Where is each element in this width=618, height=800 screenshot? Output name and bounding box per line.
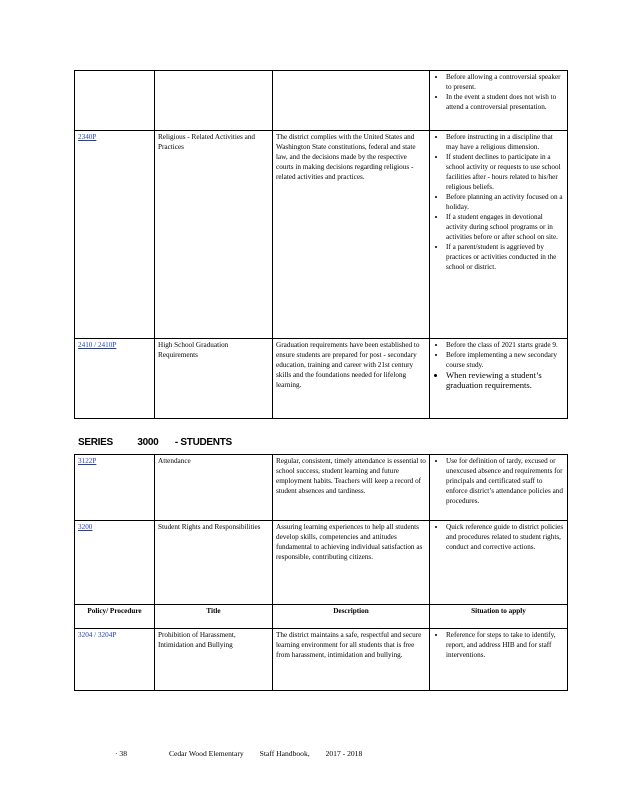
policy-code-link[interactable]: 2410 / 2410P	[78, 341, 117, 349]
list-item: • If student declines to participate in a school activity or requests to use school facilities after - hours related to his/her religious beliefs.	[446, 152, 564, 192]
list-item: • Quick reference guide to district policies and procedures related to student rights, conduct and corrective actions.	[446, 522, 564, 552]
list-item: • In the event a student does not wish to attend a controversial presentation.	[446, 92, 564, 112]
page-number: · 38	[115, 749, 128, 758]
policy-code-link[interactable]: 3122P	[78, 457, 97, 465]
list-item: • Before implementing a new secondary course study.	[446, 350, 564, 370]
policy-description: Regular, consistent, timely attendance is essential to school success, student learning and future employment habits. Teachers will keep a record of student absences and tardiness.	[273, 455, 430, 521]
footer-years: 2017 - 2018	[325, 749, 363, 758]
policy-title: Attendance	[155, 455, 273, 521]
policy-table-series-3000	[74, 454, 568, 691]
situation-cell	[430, 455, 568, 521]
policy-title	[155, 71, 273, 131]
list-item: • If a student engages in devotional activity during school programs or in activities before or after school on site.	[446, 212, 564, 242]
policy-code-cell	[75, 131, 155, 339]
policy-title: High School Graduation Requirements	[155, 339, 273, 419]
list-item: • Use for definition of tardy, excused or unexcused absence and requirements for principals and certificated staff to enforce district’s attendance policies and procedures.	[446, 456, 564, 506]
list-item: • Before the class of 2021 starts grade 9.	[446, 340, 564, 350]
header-policy: Policy/ Procedure	[75, 605, 155, 629]
footer-school: Cedar Wood Elementary	[168, 749, 244, 758]
policy-description: Graduation requirements have been established to ensure students are prepared for post - secondary education, training and career with 21st century skills and the foundations needed for lifelong learning.	[273, 339, 430, 419]
table-row	[75, 521, 568, 605]
policy-description	[273, 71, 430, 131]
policy-code-link[interactable]: 2340P	[78, 133, 97, 141]
series-number: 3000	[137, 437, 159, 448]
policy-description: The district complies with the United States and Washington State constitutions, federal and state law, and the decisions made by the respective courts in making decisions regarding religious - related activities and practices.	[273, 131, 430, 339]
list-item: • Before planning an activity focused on a holiday.	[446, 192, 564, 212]
footer-handbook: Staff Handbook,	[259, 749, 310, 758]
situation-cell	[430, 339, 568, 419]
table-row	[75, 629, 568, 691]
situation-cell	[430, 131, 568, 339]
policy-description: Assuring learning experiences to help all students develop skills, competencies and attitudes fundamental to achieving individual satisfaction as responsible, contributing citizens.	[273, 521, 430, 605]
table-header-row	[75, 605, 568, 629]
header-description: Description	[273, 605, 430, 629]
page-footer	[115, 749, 515, 758]
table-row	[75, 339, 568, 419]
series-label: SERIES	[78, 437, 113, 448]
policy-code-cell	[75, 521, 155, 605]
series-name: - STUDENTS	[174, 437, 232, 448]
policy-table-series-2000	[74, 70, 568, 419]
list-item: • Reference for steps to take to identify, report, and address HIB and for staff interventions.	[446, 630, 564, 660]
list-item: • If a parent/student is aggrieved by practices or activities conducted in the school or district.	[446, 242, 564, 272]
policy-title: Religious - Related Activities and Practices	[155, 131, 273, 339]
policy-code-cell	[75, 339, 155, 419]
policy-code-link[interactable]: 3200	[78, 523, 93, 531]
situation-cell	[430, 521, 568, 605]
policy-description: The district maintains a safe, respectful and secure learning environment for all students that is free from harassment, intimidation and bullying.	[273, 629, 430, 691]
list-item: • When reviewing a student’s graduation requirements.	[446, 370, 564, 390]
list-item: • Before allowing a controversial speaker to present.	[446, 72, 564, 92]
table-row	[75, 71, 568, 131]
header-situation: Situation to apply	[430, 605, 568, 629]
policy-code: 3204 / 3204P	[75, 629, 155, 691]
table-row	[75, 131, 568, 339]
list-item: • Before instructing in a discipline that may have a religious dimension.	[446, 132, 564, 152]
policy-code-cell	[75, 455, 155, 521]
policy-title: Student Rights and Responsibilities	[155, 521, 273, 605]
table-row	[75, 455, 568, 521]
policy-title: Prohibition of Harassment, Intimidation and Bullying	[155, 629, 273, 691]
situation-cell	[430, 629, 568, 691]
header-title: Title	[155, 605, 273, 629]
situation-cell	[430, 71, 568, 131]
series-heading	[78, 437, 232, 448]
policy-code	[75, 71, 155, 131]
